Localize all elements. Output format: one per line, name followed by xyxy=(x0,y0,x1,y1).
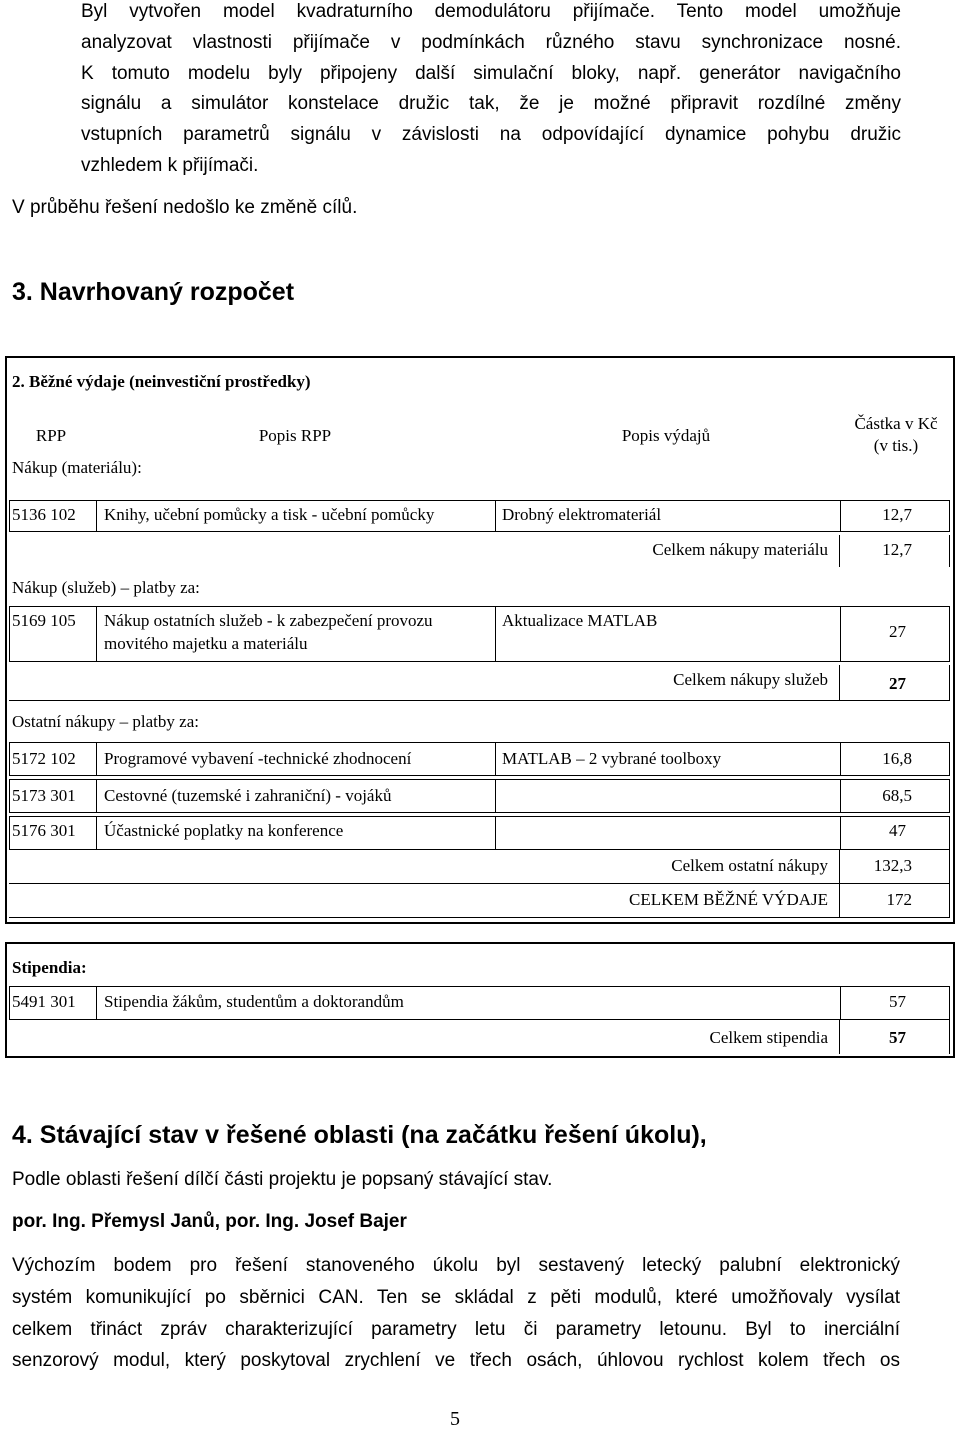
sluzby-row-rpp: 5169 105 xyxy=(12,611,76,630)
sluzby-row-popis: Nákup ostatních služeb - k zabezpečení provozu xyxy=(104,611,433,630)
sluzby-total-label: Celkem nákupy služeb xyxy=(673,670,828,689)
ostatni-row-castka: 16,8 xyxy=(882,749,912,768)
col-header-popis-vydaju: Popis výdajů xyxy=(621,426,711,445)
ostatni-row-castka: 47 xyxy=(889,821,906,840)
col-header-popis-rpp: Popis RPP xyxy=(258,426,332,445)
section-4-line: celkem třináct zpráv charakterizující parametry letu či parametry letounu. Byl to inerciální xyxy=(12,1319,900,1340)
budget-heading: 2. Běžné výdaje (neinvestiční prostředky) xyxy=(12,372,311,391)
intro-line: Byl vytvořen model kvadraturního demodulátoru přijímače. Tento model umožňuje xyxy=(81,1,901,22)
grand-total-label: CELKEM BĚŽNÉ VÝDAJE xyxy=(629,890,828,909)
intro-note: V průběhu řešení nedošlo ke změně cílů. xyxy=(12,197,358,218)
ostatni-label: Ostatní nákupy – platby za: xyxy=(12,712,199,731)
col-header-rpp: RPP xyxy=(35,426,67,445)
col-header-castka-unit: (v tis.) xyxy=(873,436,919,455)
intro-line: vstupních parametrů signálu v závislosti na odpovídající dynamice pohybu družic xyxy=(81,124,901,145)
ostatni-row-popis: Účastnické poplatky na konference xyxy=(104,821,344,840)
material-total-label: Celkem nákupy materiálu xyxy=(652,540,828,559)
section-4-line: systém komunikující po sběrnici CAN. Ten se skládal z pěti modulů, které umožňovaly vysílat xyxy=(12,1287,900,1308)
intro-line: K tomuto modelu byly připojeny další simulační bloky, např. generátor navigačního xyxy=(81,63,901,84)
material-label: Nákup (materiálu): xyxy=(12,458,142,477)
page-number: 5 xyxy=(450,1408,460,1430)
material-total-value: 12,7 xyxy=(882,540,912,559)
intro-line: analyzovat vlastnosti přijímače v podmínkách různého stavu synchronizace nosné. xyxy=(81,32,901,53)
grand-total-value: 172 xyxy=(886,890,912,909)
ostatni-row-popis: Cestovné (tuzemské i zahraniční) - vojáků xyxy=(104,786,392,805)
section-4-heading: 4. Stávající stav v řešené oblasti (na začátku řešení úkolu), xyxy=(12,1121,707,1149)
intro-line: vzhledem k přijímači. xyxy=(81,155,259,176)
section-4-authors: por. Ing. Přemysl Janů, por. Ing. Josef Bajer xyxy=(12,1211,407,1232)
ostatni-row-rpp: 5172 102 xyxy=(12,749,76,768)
material-row-castka: 12,7 xyxy=(882,505,912,524)
sluzby-label: Nákup (služeb) – platby za: xyxy=(12,578,200,597)
ostatni-total-value: 132,3 xyxy=(873,856,912,875)
col-header-castka: Částka v Kč xyxy=(854,414,938,433)
ostatni-row-rpp: 5173 301 xyxy=(12,786,76,805)
stipendia-row-popis: Stipendia žákům, studentům a doktorandům xyxy=(104,992,404,1011)
ostatni-row-popis: Programové vybavení -technické zhodnocení xyxy=(104,749,412,768)
material-row-rpp: 5136 102 xyxy=(12,505,76,524)
sluzby-row-vydaje: Aktualizace MATLAB xyxy=(502,611,658,630)
material-row-vydaje: Drobný elektromateriál xyxy=(502,505,662,524)
intro-line: signálu a simulátor konstelace družic tak, že je možné připravit rozdílné změny xyxy=(81,93,901,114)
stipendia-total-value: 57 xyxy=(889,1028,906,1047)
ostatni-row-rpp: 5176 301 xyxy=(12,821,76,840)
material-row-popis: Knihy, učební pomůcky a tisk - učební pomůcky xyxy=(104,505,435,524)
stipendia-label: Stipendia: xyxy=(12,958,87,977)
ostatni-row-vydaje: MATLAB – 2 vybrané toolboxy xyxy=(502,749,722,768)
sluzby-row-popis-cont: movitého majetku a materiálu xyxy=(104,634,308,653)
section-4-line: Výchozím bodem pro řešení stanoveného úkolu byl sestavený letecký palubní elektronický xyxy=(12,1255,900,1276)
stipendia-total-label: Celkem stipendia xyxy=(709,1028,828,1047)
sluzby-row-castka: 27 xyxy=(889,622,906,641)
section-4-line: senzorový modul, který poskytoval zrychlení ve třech osách, úhlovou rychlost kolem třech os xyxy=(12,1350,900,1371)
sluzby-total-value: 27 xyxy=(889,674,906,693)
ostatni-row-castka: 68,5 xyxy=(882,786,912,805)
stipendia-row-castka: 57 xyxy=(889,992,906,1011)
ostatni-total-label: Celkem ostatní nákupy xyxy=(671,856,828,875)
stipendia-row-rpp: 5491 301 xyxy=(12,992,76,1011)
section-3-heading: 3. Navrhovaný rozpočet xyxy=(12,278,295,306)
section-4-intro: Podle oblasti řešení dílčí části projektu je popsaný stávající stav. xyxy=(12,1169,553,1190)
